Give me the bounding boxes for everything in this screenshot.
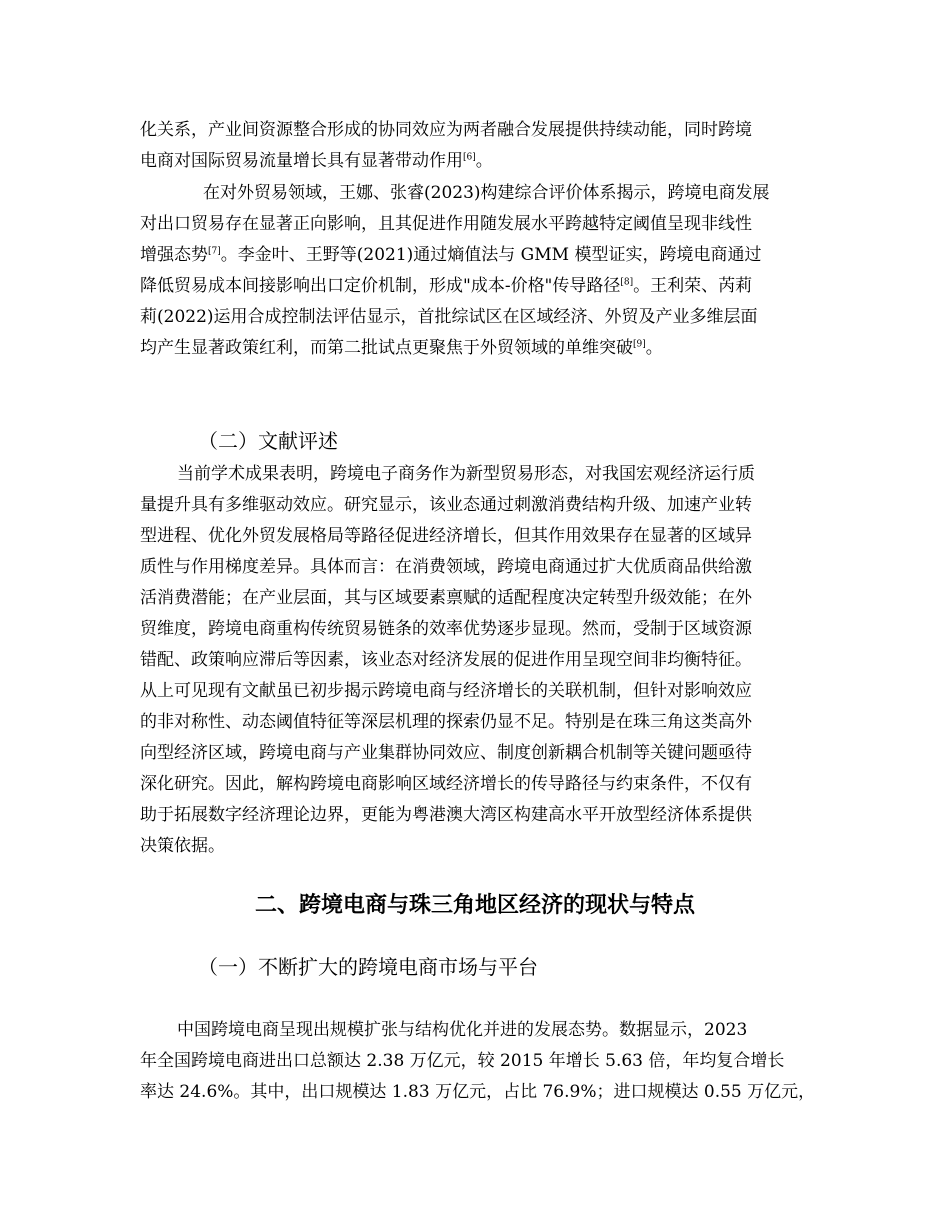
paragraph-line: 向型经济区域，跨境电商与产业集群协同效应、制度创新耦合机制等关键问题亟待: [140, 743, 752, 763]
paragraph-line: 对出口贸易存在显著正向影响，且其促进作用随发展水平跨越特定阈值呈现非线性: [140, 214, 752, 234]
citation-ref: [9]: [633, 339, 646, 350]
paragraph-line: 年全国跨境电商进出口总额达 2.38 万亿元，较 2015 年增长 5.63 倍，年均复合增长: [140, 1051, 785, 1071]
paragraph-line: 量提升具有多维驱动效应。研究显示，该业态通过刺激消费结构升级、加速产业转: [140, 495, 752, 515]
chapter-heading: 二、跨境电商与珠三角地区经济的现状与特点: [254, 893, 695, 918]
paragraph-line: 深化研究。因此，解构跨境电商影响区域经济增长的传导路径与约束条件，不仅有: [140, 774, 752, 794]
paragraph-line: 活消费潜能；在产业层面，其与区域要素禀赋的适配程度决定转型升级效能；在外: [140, 588, 752, 608]
paragraph-line: 在对外贸易领域，王娜、张睿(2023)构建综合评价体系揭示，跨境电商发展: [203, 183, 770, 203]
paragraph-line: 当前学术成果表明，跨境电子商务作为新型贸易形态，对我国宏观经济运行质: [177, 464, 755, 484]
paragraph-line: 化关系，产业间资源整合形成的协同效应为两者融合发展提供持续动能，同时跨境: [140, 120, 752, 140]
paragraph-line: 莉(2022)运用合成控制法评估显示，首批综试区在区域经济、外贸及产业多维层面: [140, 307, 758, 327]
paragraph-line: 决策依据。: [140, 836, 225, 856]
paragraph-line: 从上可见现有文献虽已初步揭示跨境电商与经济增长的关联机制，但针对影响效应: [140, 681, 752, 701]
paragraph-line: 中国跨境电商呈现出规模扩张与结构优化并进的发展态势。数据显示，2023: [177, 1020, 748, 1040]
paragraph-line: 率达 24.6%。其中，出口规模达 1.83 万亿元，占比 76.9%；进口规模达 0.55 万亿元，: [140, 1082, 816, 1102]
paragraph-line: 电商对国际贸易流量增长具有显著带动作用[6]。: [140, 151, 493, 171]
citation-ref: [8]: [620, 277, 634, 288]
paragraph-line: 错配、政策响应滞后等因素，该业态对经济发展的促进作用呈现空间非均衡特征。: [140, 650, 752, 670]
citation-ref: [7]: [208, 246, 221, 257]
paragraph-line: 增强态势[7]。李金叶、王野等(2021)通过熵值法与 GMM 模型证实，跨境电商通过: [140, 245, 762, 265]
paragraph-line: 均产生显著政策红利，而第二批试点更聚焦于外贸领域的单维突破[9]。: [140, 338, 663, 358]
section-heading: （一）不断扩大的跨境电商市场与平台: [198, 955, 538, 979]
paragraph-line: 质性与作用梯度差异。具体而言：在消费领域，跨境电商通过扩大优质商品供给激: [140, 557, 752, 577]
section-heading: （二）文献评述: [198, 429, 338, 453]
paragraph-line: 型进程、优化外贸发展格局等路径促进经济增长，但其作用效果存在显著的区域异: [140, 526, 752, 546]
paragraph-line: 贸维度，跨境电商重构传统贸易链条的效率优势逐步显现。然而，受制于区域资源: [140, 619, 752, 639]
paragraph-line: 的非对称性、动态阈值特征等深层机理的探索仍显不足。特别是在珠三角这类高外: [140, 712, 752, 732]
citation-ref: [6]: [463, 152, 476, 163]
paragraph-line: 助于拓展数字经济理论边界，更能为粤港澳大湾区构建高水平开放型经济体系提供: [140, 805, 752, 825]
paragraph-line: 降低贸易成本间接影响出口定价机制，形成"成本-价格"传导路径[8]。王利荣、芮莉: [140, 276, 753, 296]
